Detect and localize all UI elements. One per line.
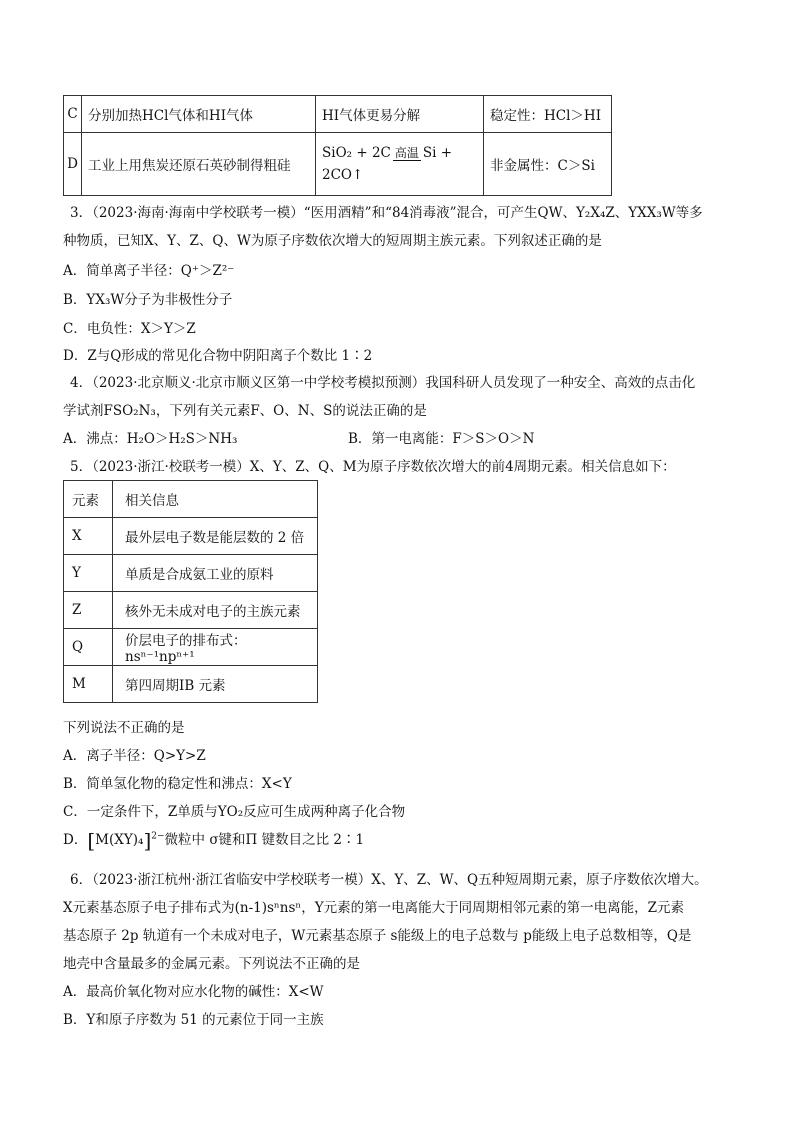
header-info: 相关信息: [113, 481, 318, 518]
header-element: 元素: [64, 481, 113, 518]
q4-option-a: A．沸点：H₂O＞H₂S＞NH₃: [63, 431, 238, 447]
q4-option-b: B．第一电离能：F＞S＞O＞N: [348, 431, 535, 447]
row-method: 工业上用焦炭还原石英砂制得粗硅: [82, 133, 316, 196]
q5-line1: 5．（2023·浙江·校联考一模）X、Y、Z、Q、M为原子序数依次增大的前4周期元素。相关信息如下：: [70, 459, 676, 475]
q5-stem: 下列说法不正确的是: [63, 720, 185, 736]
row-conclusion: 非金属性：C＞Si: [484, 133, 612, 196]
row-conclusion: 稳定性：HCl＞HI: [484, 96, 612, 133]
q3-option-b: B．YX₃W分子为非极性分子: [63, 292, 233, 308]
row-phenomenon: HI气体更易分解: [316, 96, 484, 133]
element-cell: X: [64, 518, 113, 555]
info-cell: 第四周期ⅠB 元素: [113, 666, 318, 703]
equation-left: SiO₂ + 2C: [322, 145, 391, 161]
element-cell: Z: [64, 592, 113, 629]
q6-line2: X元素基态原子电子排布式为(n-1)sⁿnsⁿ，Y元素的第一电离能大于同周期相邻元素的第一电离能，Z元素: [63, 900, 685, 916]
info-cell: 核外无未成对电子的主族元素: [113, 592, 318, 629]
row-equation: [316, 133, 484, 196]
element-cell: Y: [64, 555, 113, 592]
table-row: [64, 96, 612, 133]
q5-option-c: C．一定条件下，Z单质与YO₂反应可生成两种离子化合物: [63, 804, 406, 820]
info-cell: 最外层电子数是能层数的 2 倍: [113, 518, 318, 555]
row-method: 分别加热HCl气体和HI气体: [82, 96, 316, 133]
q5-option-a: A．离子半径：Q>Y>Z: [63, 748, 206, 764]
row-label: D: [64, 133, 82, 196]
equation-right: Si + 2CO↑: [322, 145, 453, 183]
q5-option-d: D．$[M(XY)_4]^{2-}$微粒中 σ键和Π 键数目之比 2∶1: [63, 828, 365, 853]
experiment-table: [63, 95, 612, 196]
element-cell: Q: [64, 629, 113, 666]
q6-line4: 地壳中含量最多的金属元素。下列说法不正确的是: [63, 956, 360, 972]
q5-option-b: B．简单氢化物的稳定性和沸点：X<Y: [63, 776, 292, 792]
q6-line1: 6．（2023·浙江杭州·浙江省临安中学校联考一模）X、Y、Z、W、Q五种短周期元素，原子序数依次增大。: [70, 872, 708, 888]
complex-formula: M(XY)₄: [95, 832, 144, 848]
complex-charge: 2−: [151, 831, 165, 842]
table-row: [64, 629, 318, 666]
info-cell: 价层电子的排布式：nsⁿ⁻¹npⁿ⁺¹: [113, 629, 318, 666]
q6-line3: 基态原子 2p 轨道有一个未成对电子，W元素基态原子 s能级上的电子总数与 p能级上电子总数相等，Q是: [63, 928, 692, 944]
q3-line2: 种物质，已知X、Y、Z、Q、W为原子序数依次增大的短周期主族元素。下列叙述正确的是: [63, 233, 602, 249]
option-d-prefix: D．: [63, 832, 88, 848]
q4-line1: 4．（2023·北京顺义·北京市顺义区第一中学校考模拟预测）我国科研人员发现了一种安全、高效的点击化: [70, 375, 696, 391]
q3-line1: 3．（2023·海南·海南中学校联考一模）“医用酒精”和“84消毒液”混合，可产生QW、Y₂X₄Z、YXX₃W等多: [70, 205, 703, 221]
table-row: [64, 592, 318, 629]
table-row: [64, 133, 612, 196]
table-row: [64, 555, 318, 592]
table-row: [64, 518, 318, 555]
element-cell: M: [64, 666, 113, 703]
table-header-row: [64, 481, 318, 518]
q3-option-c: C．电负性：X＞Y＞Z: [63, 321, 196, 337]
table-row: [64, 666, 318, 703]
q3-option-a: A．简单离子半径：Q⁺＞Z²⁻: [63, 263, 235, 279]
row-label: C: [64, 96, 82, 133]
equation-condition: 高温: [394, 146, 419, 160]
info-cell: 单质是合成氨工业的原料: [113, 555, 318, 592]
q4-line2: 学试剂FSO₂N₃，下列有关元素F、O、N、S的说法正确的是: [63, 403, 427, 419]
option-d-text: 微粒中 σ键和Π 键数目之比 2∶1: [164, 832, 365, 848]
q6-option-a: A．最高价氧化物对应水化物的碱性：X<W: [63, 984, 324, 1000]
q3-option-d: D．Z与Q形成的常见化合物中阴阳离子个数比 1∶2: [63, 348, 373, 364]
q6-option-b: B．Y和原子序数为 51 的元素位于同一主族: [63, 1012, 324, 1028]
element-info-table: [63, 480, 318, 703]
